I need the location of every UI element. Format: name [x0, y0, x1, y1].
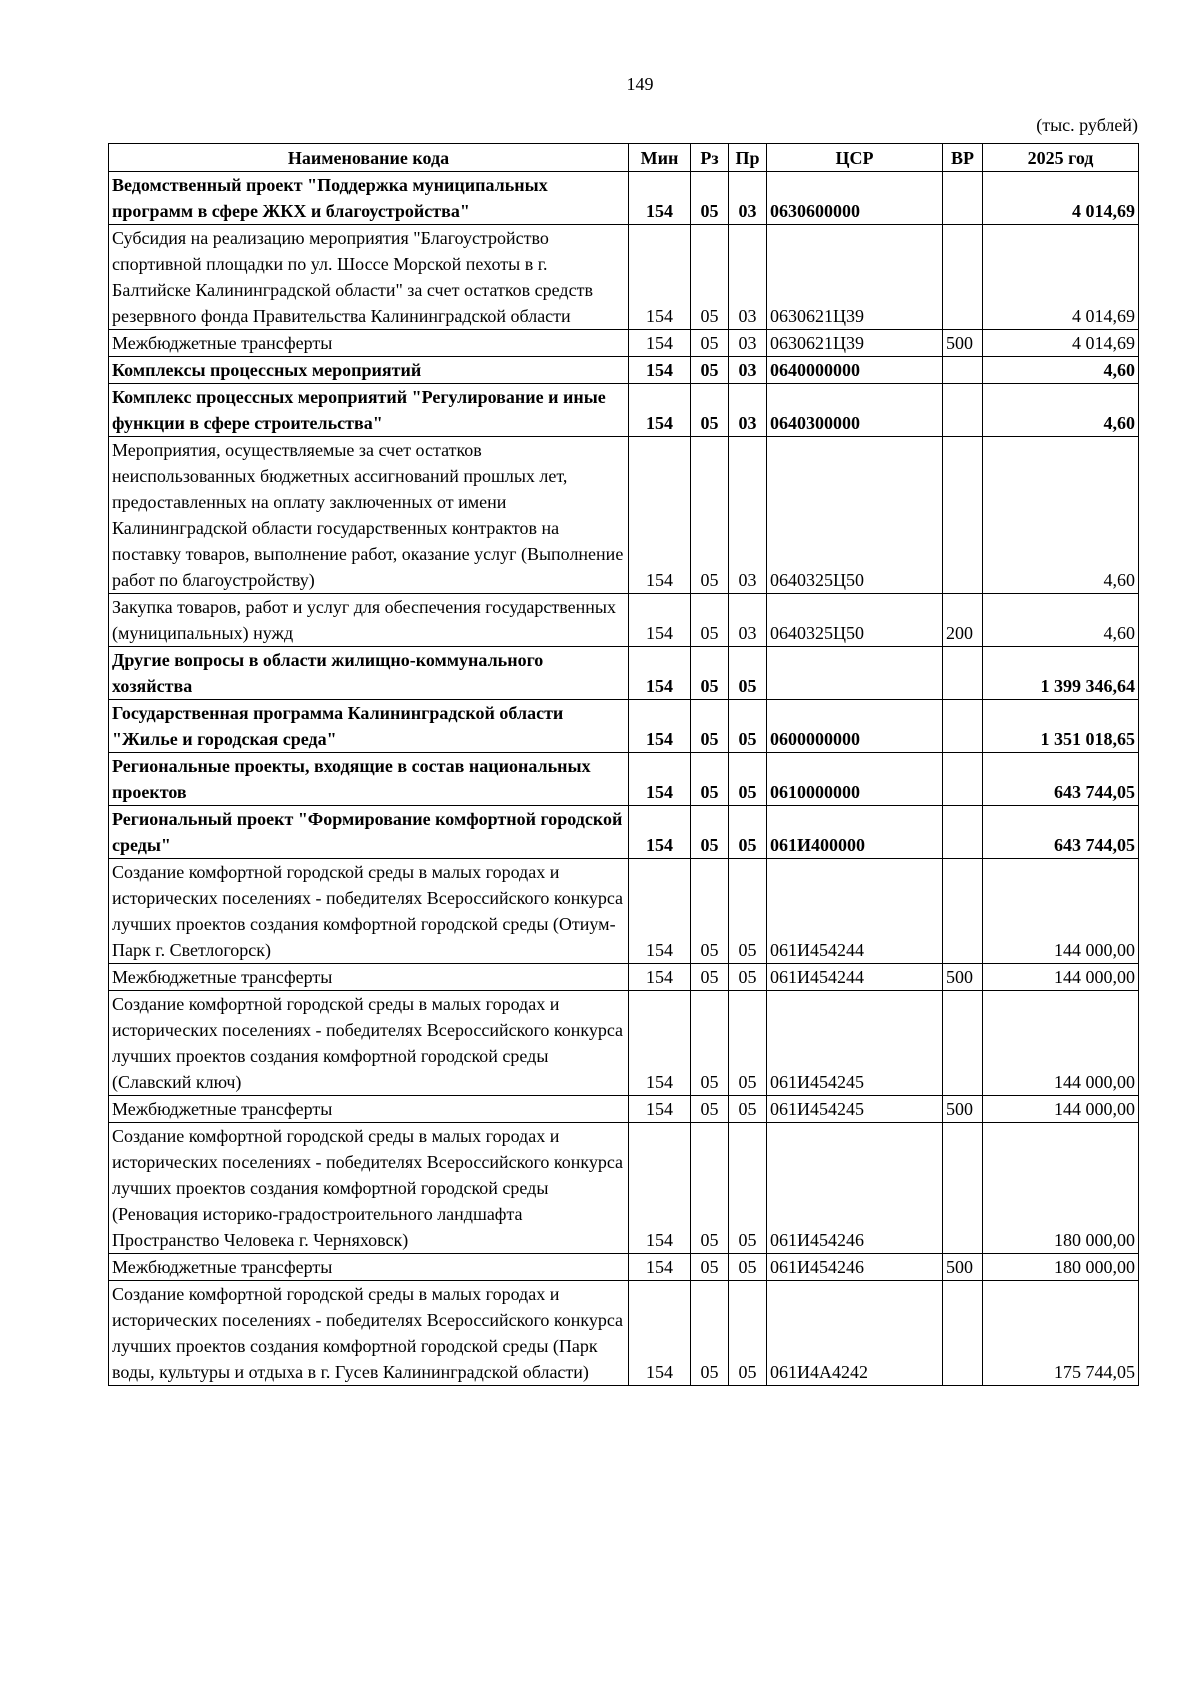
- header-year: 2025 год: [983, 144, 1139, 172]
- row-vr: [943, 859, 983, 964]
- row-vr: [943, 806, 983, 859]
- row-amount: 180 000,00: [983, 1123, 1139, 1254]
- row-csr: 0610000000: [767, 753, 943, 806]
- row-vr: [943, 172, 983, 225]
- row-name: Межбюджетные трансферты: [109, 330, 629, 357]
- row-csr: 0640300000: [767, 384, 943, 437]
- row-csr: 061И454244: [767, 964, 943, 991]
- row-amount: 4,60: [983, 594, 1139, 647]
- row-name: Межбюджетные трансферты: [109, 964, 629, 991]
- row-vr: 500: [943, 1096, 983, 1123]
- page-number: 149: [626, 74, 654, 94]
- row-amount: 643 744,05: [983, 753, 1139, 806]
- row-vr: 200: [943, 594, 983, 647]
- row-min: 154: [629, 1254, 691, 1281]
- table-row: [109, 991, 1139, 1096]
- row-name: Создание комфортной городской среды в малых городах и исторических поселениях - победителях Всероссийского конкурса лучших проектов создания комфортной городской среды (Славский ключ): [109, 991, 629, 1096]
- row-rz: 05: [691, 437, 729, 594]
- row-name: Другие вопросы в области жилищно-коммунального хозяйства: [109, 647, 629, 700]
- row-rz: 05: [691, 1096, 729, 1123]
- row-name: Государственная программа Калининградской области "Жилье и городская среда": [109, 700, 629, 753]
- row-name: Создание комфортной городской среды в малых городах и исторических поселениях - победителях Всероссийского конкурса лучших проектов создания комфортной городской среды (Отиум-Парк г. Светлогорск): [109, 859, 629, 964]
- row-pr: 05: [729, 753, 767, 806]
- row-rz: 05: [691, 1123, 729, 1254]
- row-pr: 05: [729, 1281, 767, 1386]
- row-rz: 05: [691, 1254, 729, 1281]
- row-amount: 643 744,05: [983, 806, 1139, 859]
- table-row: [109, 437, 1139, 594]
- row-csr: 0640325Ц50: [767, 594, 943, 647]
- row-name: Создание комфортной городской среды в малых городах и исторических поселениях - победителях Всероссийского конкурса лучших проектов создания комфортной городской среды (Парк воды, культуры и отдыха в г. Гусев Калининградской области): [109, 1281, 629, 1386]
- row-pr: 05: [729, 964, 767, 991]
- row-amount: 175 744,05: [983, 1281, 1139, 1386]
- row-amount: 1 351 018,65: [983, 700, 1139, 753]
- row-amount: 1 399 346,64: [983, 647, 1139, 700]
- row-pr: 05: [729, 700, 767, 753]
- row-csr: [767, 647, 943, 700]
- row-min: 154: [629, 806, 691, 859]
- row-name: Создание комфортной городской среды в малых городах и исторических поселениях - победителях Всероссийского конкурса лучших проектов создания комфортной городской среды (Реновация историко-градостроительного ландшафта Пространство Человека г. Черняховск): [109, 1123, 629, 1254]
- row-csr: 0630621Ц39: [767, 225, 943, 330]
- row-amount: 180 000,00: [983, 1254, 1139, 1281]
- row-min: 154: [629, 1123, 691, 1254]
- row-min: 154: [629, 330, 691, 357]
- row-vr: [943, 647, 983, 700]
- row-pr: 05: [729, 647, 767, 700]
- row-csr: 061И4А4242: [767, 1281, 943, 1386]
- row-vr: [943, 357, 983, 384]
- row-csr: 0640325Ц50: [767, 437, 943, 594]
- row-name: Межбюджетные трансферты: [109, 1096, 629, 1123]
- row-pr: 03: [729, 357, 767, 384]
- row-pr: 03: [729, 172, 767, 225]
- row-rz: 05: [691, 700, 729, 753]
- row-pr: 03: [729, 330, 767, 357]
- row-min: 154: [629, 700, 691, 753]
- table-row: [109, 1123, 1139, 1254]
- table-row: [109, 357, 1139, 384]
- row-csr: 0640000000: [767, 357, 943, 384]
- row-name: Комплекс процессных мероприятий "Регулирование и иные функции в сфере строительства": [109, 384, 629, 437]
- row-vr: [943, 437, 983, 594]
- row-vr: 500: [943, 1254, 983, 1281]
- row-min: 154: [629, 357, 691, 384]
- row-pr: 03: [729, 437, 767, 594]
- row-csr: 061И454246: [767, 1254, 943, 1281]
- row-rz: 05: [691, 806, 729, 859]
- row-vr: 500: [943, 330, 983, 357]
- row-rz: 05: [691, 753, 729, 806]
- header-min: Мин: [629, 144, 691, 172]
- table-row: [109, 753, 1139, 806]
- row-amount: 4,60: [983, 384, 1139, 437]
- row-min: 154: [629, 647, 691, 700]
- row-rz: 05: [691, 594, 729, 647]
- row-name: Ведомственный проект "Поддержка муниципальных программ в сфере ЖКХ и благоустройства": [109, 172, 629, 225]
- row-pr: 03: [729, 225, 767, 330]
- row-name: Региональные проекты, входящие в состав национальных проектов: [109, 753, 629, 806]
- row-rz: 05: [691, 357, 729, 384]
- table-row: [109, 700, 1139, 753]
- row-rz: 05: [691, 330, 729, 357]
- row-min: 154: [629, 437, 691, 594]
- row-pr: 03: [729, 384, 767, 437]
- row-min: 154: [629, 594, 691, 647]
- row-rz: 05: [691, 1281, 729, 1386]
- row-csr: 061И454246: [767, 1123, 943, 1254]
- row-amount: 144 000,00: [983, 859, 1139, 964]
- row-amount: 144 000,00: [983, 964, 1139, 991]
- row-pr: 03: [729, 594, 767, 647]
- row-pr: 05: [729, 1096, 767, 1123]
- row-rz: 05: [691, 859, 729, 964]
- row-pr: 05: [729, 859, 767, 964]
- row-name: Комплексы процессных мероприятий: [109, 357, 629, 384]
- row-csr: 0630600000: [767, 172, 943, 225]
- row-amount: 144 000,00: [983, 991, 1139, 1096]
- row-vr: [943, 700, 983, 753]
- table-header-row: [109, 144, 1139, 172]
- row-pr: 05: [729, 1123, 767, 1254]
- row-rz: 05: [691, 647, 729, 700]
- row-amount: 4 014,69: [983, 330, 1139, 357]
- row-rz: 05: [691, 991, 729, 1096]
- header-name: Наименование кода: [109, 144, 629, 172]
- table-row: [109, 964, 1139, 991]
- row-pr: 05: [729, 991, 767, 1096]
- row-vr: [943, 991, 983, 1096]
- row-min: 154: [629, 753, 691, 806]
- row-csr: 061И454245: [767, 991, 943, 1096]
- row-min: 154: [629, 172, 691, 225]
- table-row: [109, 172, 1139, 225]
- row-amount: 4,60: [983, 357, 1139, 384]
- row-vr: [943, 1281, 983, 1386]
- row-name: Субсидия на реализацию мероприятия "Благоустройство спортивной площадки по ул. Шоссе Морской пехоты в г. Балтийске Калининградской области" за счет остатков средств резервного фонда Правительства Калининградской области: [109, 225, 629, 330]
- row-amount: 144 000,00: [983, 1096, 1139, 1123]
- row-pr: 05: [729, 1254, 767, 1281]
- table-row: [109, 1254, 1139, 1281]
- table-row: [109, 1281, 1139, 1386]
- table-row: [109, 384, 1139, 437]
- row-min: 154: [629, 384, 691, 437]
- row-min: 154: [629, 991, 691, 1096]
- header-csr: ЦСР: [767, 144, 943, 172]
- row-amount: 4 014,69: [983, 172, 1139, 225]
- row-min: 154: [629, 1096, 691, 1123]
- row-name: Мероприятия, осуществляемые за счет остатков неиспользованных бюджетных ассигнований прошлых лет, предоставленных на оплату заключенных от имени Калининградской области государственных контрактов на поставку товаров, выполнение работ, оказание услуг (Выполнение работ по благоустройству): [109, 437, 629, 594]
- row-csr: 061И454244: [767, 859, 943, 964]
- table-row: [109, 859, 1139, 964]
- row-csr: 0600000000: [767, 700, 943, 753]
- row-vr: [943, 225, 983, 330]
- row-vr: [943, 753, 983, 806]
- header-pr: Пр: [729, 144, 767, 172]
- row-csr: 061И400000: [767, 806, 943, 859]
- row-vr: [943, 384, 983, 437]
- row-min: 154: [629, 225, 691, 330]
- table-row: [109, 647, 1139, 700]
- row-min: 154: [629, 1281, 691, 1386]
- row-min: 154: [629, 964, 691, 991]
- table-row: [109, 594, 1139, 647]
- units-label: (тыс. рублей): [1036, 115, 1138, 135]
- row-pr: 05: [729, 806, 767, 859]
- row-min: 154: [629, 859, 691, 964]
- row-rz: 05: [691, 172, 729, 225]
- row-vr: 500: [943, 964, 983, 991]
- row-name: Закупка товаров, работ и услуг для обеспечения государственных (муниципальных) нужд: [109, 594, 629, 647]
- table-row: [109, 1096, 1139, 1123]
- header-vr: ВР: [943, 144, 983, 172]
- row-amount: 4,60: [983, 437, 1139, 594]
- row-amount: 4 014,69: [983, 225, 1139, 330]
- row-name: Региональный проект "Формирование комфортной городской среды": [109, 806, 629, 859]
- table-row: [109, 330, 1139, 357]
- row-rz: 05: [691, 384, 729, 437]
- row-rz: 05: [691, 964, 729, 991]
- row-csr: 0630621Ц39: [767, 330, 943, 357]
- table-row: [109, 225, 1139, 330]
- row-vr: [943, 1123, 983, 1254]
- row-rz: 05: [691, 225, 729, 330]
- table-row: [109, 806, 1139, 859]
- budget-table: [108, 143, 1139, 1386]
- header-rz: Рз: [691, 144, 729, 172]
- row-csr: 061И454245: [767, 1096, 943, 1123]
- row-name: Межбюджетные трансферты: [109, 1254, 629, 1281]
